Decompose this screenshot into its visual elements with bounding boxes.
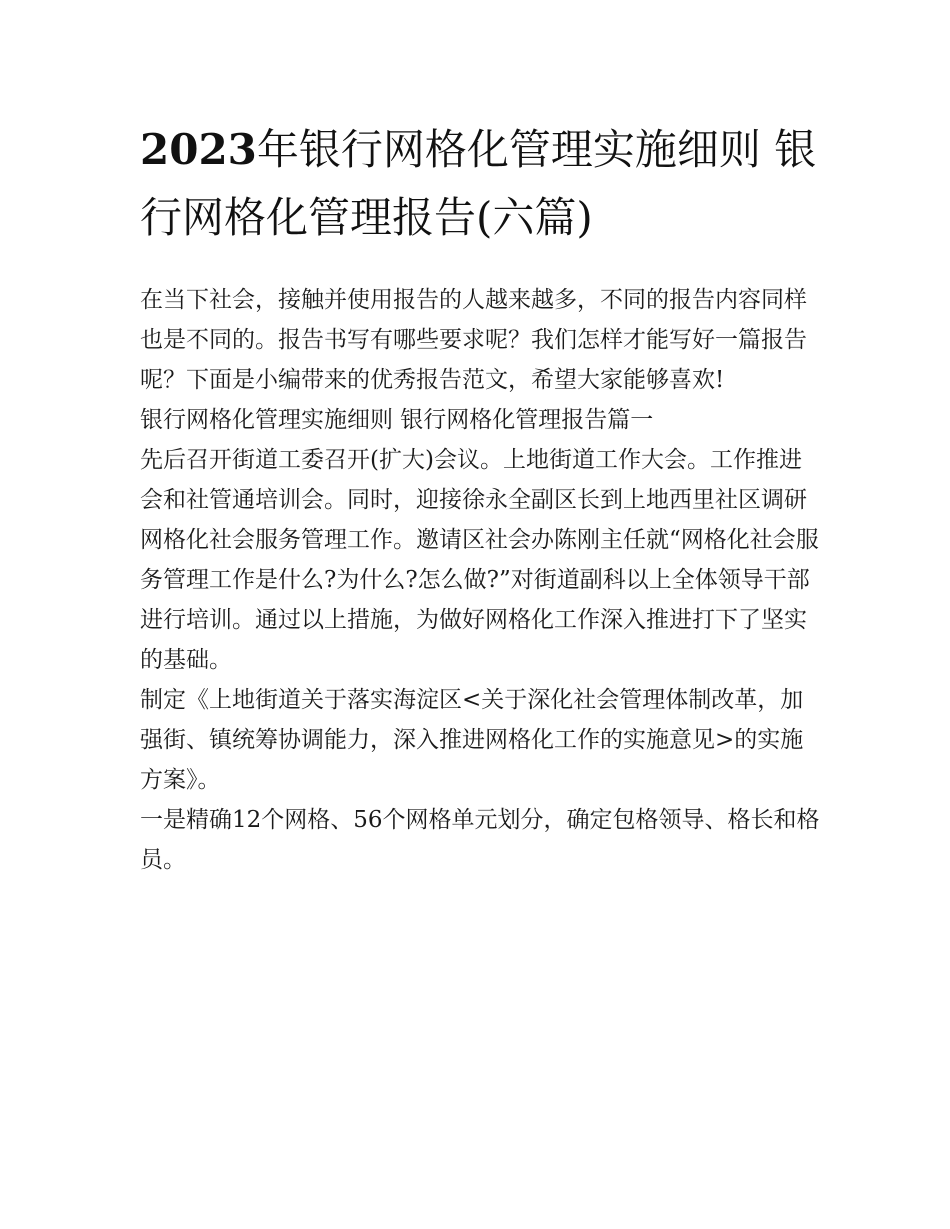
intro-paragraph: 在当下社会，接触并使用报告的人越来越多，不同的报告内容同样也是不同的。报告书写有哪些要求呢？我们怎样才能写好一篇报告呢？下面是小编带来的优秀报告范文，希望大家能够喜欢! [140,287,807,393]
body-paragraph-1: 先后召开街道工委召开(扩大)会议。上地街道工作大会。工作推进会和社管通培训会。同时，迎接徐永全副区长到上地西里社区调研网格化社会服务管理工作。邀请区社会办陈刚主任就“网格化社会服务管理工作是什么?为什么?怎么做?”对街道副科以上全体领导干部进行培训。通过以上措施，为做好网格化工作深入推进打下了坚实的基础。 [140,447,819,673]
document-title [140,116,820,252]
section-heading: 银行网格化管理实施细则 银行网格化管理报告篇一 [140,407,654,433]
title-year: 2023 [140,125,257,174]
document-body [140,280,820,880]
body-paragraph-2: 制定《上地街道关于落实海淀区<关于深化社会管理体制改革，加强街、镇统筹协调能力，深入推进网格化工作的实施意见>的实施方案》。 [140,687,804,793]
title-text: 年银行网格化管理实施细则 银行网格化管理报告(六篇) [140,125,817,242]
body-paragraph-3: 一是精确12个网格、56个网格单元划分，确定包格领导、格长和格员。 [140,807,820,873]
